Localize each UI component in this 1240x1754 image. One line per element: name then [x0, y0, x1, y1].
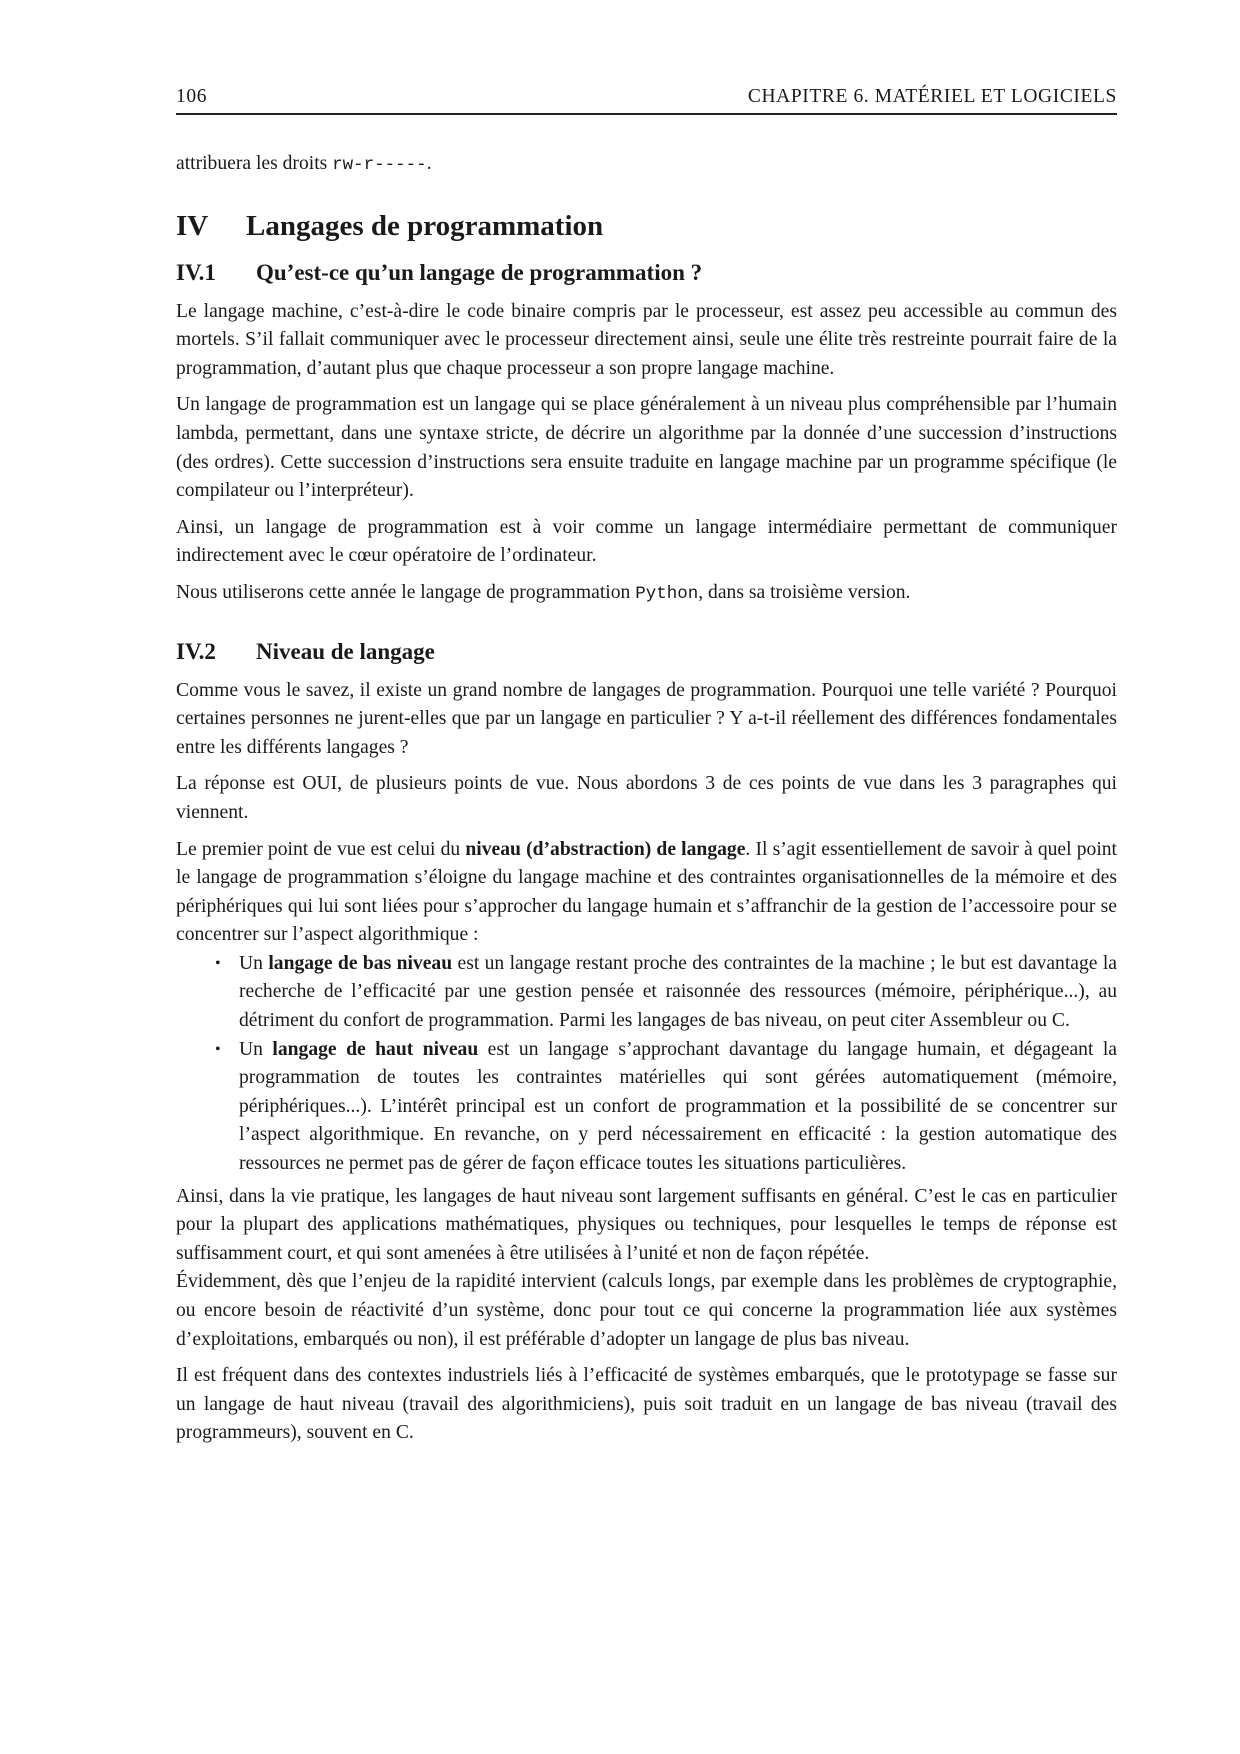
- list-item: • Un langage de bas niveau est un langage restant proche des contraintes de la machine ; le but est davantage la recherche de l’efficacité par une gestion pensée et raisonnée des ressources (mémoire, périphérique...), au détriment du confort de programmation. Parmi les langages de bas niveau, on peut citer Assembleur ou C.: [239, 950, 1117, 1036]
- section-heading: [176, 208, 1117, 244]
- paragraph: Ainsi, dans la vie pratique, les langages de haut niveau sont largement suffisants en général. C’est le cas en particulier pour la plupart des applications mathématiques, physiques ou techniques, pour lesquelles le temps de réponse est suffisamment court, et qui sont amenées à être utilisées à l’unité et non de façon répétée.: [176, 1185, 1117, 1264]
- paragraph: Un langage de programmation est un langage qui se place généralement à un niveau plus compréhensible par l’humain lambda, permettant, dans une syntaxe stricte, de décrire un algorithme par la donnée d’une succession d’instructions (des ordres). Cette succession d’instructions sera ensuite traduite en langage machine par un programme spécifique (le compilateur ou l’interpréteur).: [176, 394, 1117, 502]
- paragraph: Comme vous le savez, il existe un grand nombre de langages de programmation. Pourquoi une telle variété ? Pourquoi certaines personnes ne jurent-elles que par un langage en particulier ? Y a-t-il réellement des différences fondamentales entre les différents langages ?: [176, 679, 1117, 758]
- subsection-title: Niveau de langage: [256, 638, 435, 664]
- list-item: • Un langage de haut niveau est un langage s’approchant davantage du langage humain, et dégageant la programmation de toutes les contraintes matérielles qui sont gérées automatiquement (mémoire, périphériques...). L’intérêt principal est un confort de programmation et la possibilité de se concentrer sur l’aspect algorithmique. En revanche, on y perd nécessairement en efficacité : la gestion automatique des ressources ne permet pas de gérer de façon efficace toutes les situations particulières.: [239, 1036, 1117, 1179]
- intro-paragraph: attribuera les droits rw-r-----.: [176, 153, 432, 175]
- subsection-title: Qu’est-ce qu’un langage de programmation ?: [256, 259, 703, 285]
- permissions-code: rw-r-----: [332, 155, 427, 175]
- bullet-list: [176, 950, 1117, 1179]
- page-number: 106: [176, 86, 208, 107]
- subsection-number: IV.2: [176, 638, 216, 664]
- subsection-heading-1: [176, 258, 1117, 288]
- python-code: Python: [635, 583, 699, 604]
- subsection-heading-2: [176, 637, 1117, 667]
- bullet-icon: •: [215, 1040, 221, 1058]
- paragraph: Le premier point de vue est celui du niveau (d’abstraction) de langage. Il s’agit essentiellement de savoir à quel point le langage de programmation s’éloigne du langage machine et des contraintes organisationnelles de la mémoire et des périphériques qui lui sont liées pour s’approcher du langage humain et s’affranchir de la gestion de l’accessoire pour se concentrer sur l’aspect algorithmique :: [176, 838, 1117, 946]
- bold-term: langage de haut niveau: [272, 1038, 479, 1060]
- bold-term: niveau (d’abstraction) de langage: [465, 838, 746, 860]
- section-title: Langages de programmation: [246, 209, 604, 242]
- paragraph: Évidemment, dès que l’enjeu de la rapidité intervient (calculs longs, par exemple dans les problèmes de cryptographie, ou encore besoin de réactivité d’un système, donc pour tout ce qui concerne la programmation liée aux systèmes d’exploitations, embarqués ou non), il est préférable d’adopter un langage de plus bas niveau.: [176, 1271, 1117, 1350]
- paragraph: Nous utiliserons cette année le langage de programmation Python, dans sa troisième version.: [176, 581, 911, 604]
- paragraph: Il est fréquent dans des contextes industriels liés à l’efficacité de systèmes embarqués, que le prototypage se fasse sur un langage de haut niveau (travail des algorithmiciens), puis soit traduit en un langage de bas niveau (travail des programmeurs), souvent en C.: [176, 1365, 1117, 1444]
- bullet-icon: •: [215, 954, 221, 972]
- paragraph: Ainsi, un langage de programmation est à voir comme un langage intermédiaire permettant de communiquer indirectement avec le cœur opératoire de l’ordinateur.: [176, 516, 1117, 567]
- running-header: [176, 86, 1117, 108]
- paragraph: Le langage machine, c’est-à-dire le code binaire compris par le processeur, est assez peu accessible au commun des mortels. S’il fallait communiquer avec le processeur directement ainsi, seule une élite très restreinte pourrait faire de la programmation, d’autant plus que chaque processeur a son propre langage machine.: [176, 300, 1117, 379]
- chapter-title: CHAPITRE 6. MATÉRIEL ET LOGICIELS: [747, 86, 1117, 107]
- header-rule: [176, 113, 1117, 115]
- subsection-number: IV.1: [176, 259, 216, 285]
- section-number: IV: [176, 209, 209, 242]
- bold-term: langage de bas niveau: [268, 952, 453, 974]
- body-text: [176, 150, 1117, 1448]
- paragraph: La réponse est OUI, de plusieurs points de vue. Nous abordons 3 de ces points de vue dans les 3 paragraphes qui viennent.: [176, 773, 1117, 823]
